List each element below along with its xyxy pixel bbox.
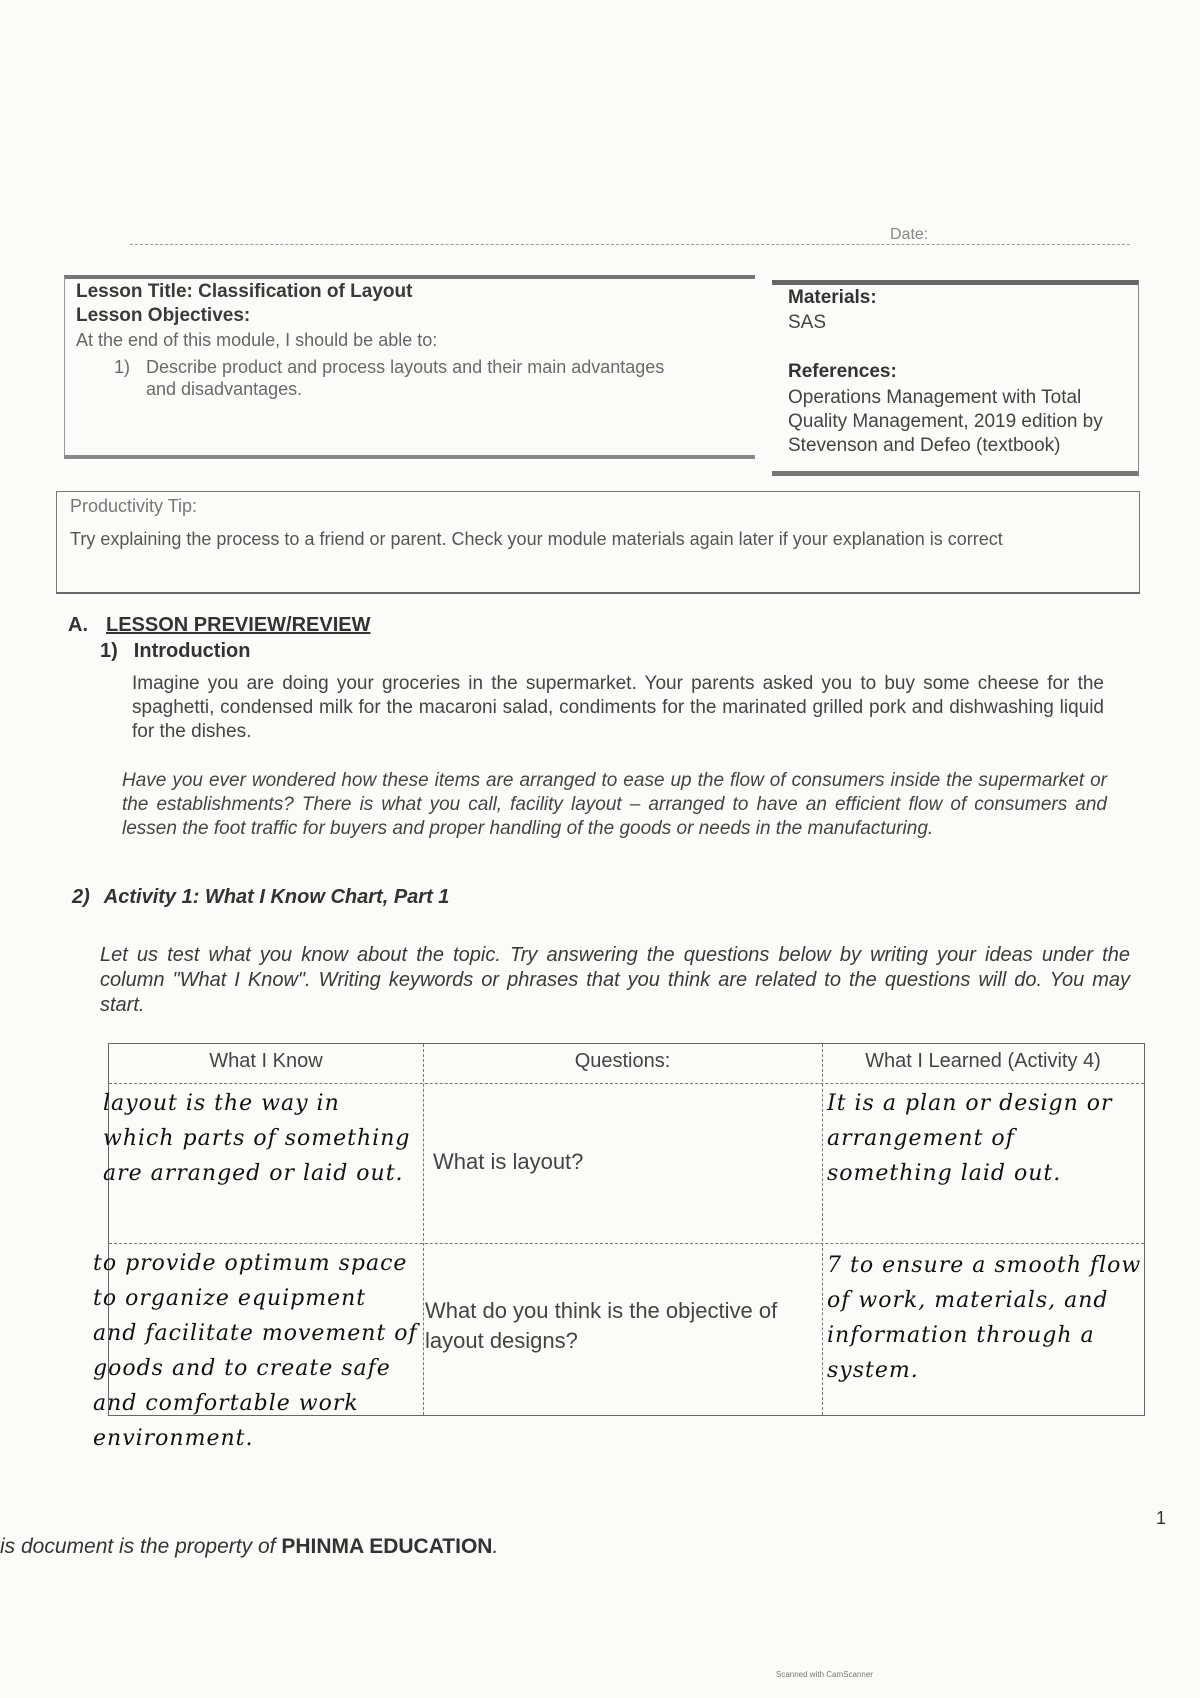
- activity-instructions: Let us test what you know about the topic. Try answering the questions below by writing your ideas under the column "What I Know". Writing keywords or phrases that you think are related to the questions will do. You may start.: [100, 944, 1130, 1016]
- objectives-label: Lesson Objectives:: [76, 305, 251, 326]
- handwritten-know-answer: to provide optimum space to organize equipment and facilitate movement of goods and to create safe and comfortable work environment.: [93, 1251, 418, 1451]
- materials-value: SAS: [788, 312, 827, 333]
- header-questions: Questions:: [574, 1050, 671, 1072]
- handwritten-learned-answer: It is a plan or design or arrangement of something laid out.: [827, 1091, 1113, 1186]
- lesson-title: Lesson Title: Classification of Layout: [76, 281, 413, 302]
- references-value: Operations Management with Total Quality Management, 2019 edition by Stevenson and Defeo (textbook): [788, 387, 1103, 456]
- scanner-watermark: Scanned with CamScanner: [776, 1670, 873, 1679]
- kwl-table: [93, 1043, 1145, 1451]
- objective-text: Describe product and process layouts and their main advantages and disadvantages.: [146, 357, 665, 399]
- intro-number: 1): [100, 640, 118, 662]
- intro-paragraph-1: Imagine you are doing your groceries in the supermarket. Your parents asked you to buy some cheese for the spaghetti, condensed milk for the macaroni salad, condiments for the marinated grilled pork and dishwashing liquid for the dishes.: [132, 673, 1104, 742]
- handwritten-learned-answer: 7 to ensure a smooth flow of work, materials, and information through a system.: [827, 1253, 1142, 1383]
- activity-title: Activity 1: What I Know Chart, Part 1: [103, 886, 450, 908]
- objective-item: [114, 356, 674, 400]
- owner-prefix: is document is the property of: [0, 1535, 282, 1558]
- owner-name: PHINMA EDUCATION: [281, 1535, 493, 1558]
- introduction-heading: [100, 640, 250, 663]
- row-divider: [109, 1243, 1144, 1244]
- column-divider: [822, 1044, 823, 1415]
- objective-number: 1): [114, 357, 131, 377]
- tip-label: Productivity Tip:: [70, 496, 198, 516]
- references-label: References:: [788, 361, 897, 382]
- header-divider: [109, 1083, 1144, 1084]
- column-divider: [423, 1044, 424, 1415]
- ownership-notice: [0, 1535, 498, 1559]
- materials-label: Materials:: [788, 287, 877, 308]
- activity-heading: [72, 886, 449, 909]
- header-what-i-know: What I Know: [209, 1050, 323, 1072]
- question-cell: What do you think is the objective of layout designs?: [425, 1298, 778, 1353]
- activity-number: 2): [72, 886, 90, 908]
- owner-suffix: .: [492, 1535, 499, 1558]
- question-cell: What is layout?: [433, 1149, 584, 1174]
- section-letter: A.: [68, 614, 88, 636]
- header-what-i-learned: What I Learned (Activity 4): [865, 1050, 1101, 1072]
- handwritten-know-answer: layout is the way in which parts of something are arranged or laid out.: [103, 1091, 411, 1186]
- top-divider: [130, 244, 1130, 245]
- intro-paragraph-2: Have you ever wondered how these items are arranged to ease up the flow of consumers inside the supermarket or the establishments? There is what you call, facility layout – arranged to have an efficient flow of consumers and lessen the foot traffic for buyers and proper handling of the goods or needs in the manufacturing.: [122, 770, 1107, 839]
- section-a-heading: [68, 614, 370, 637]
- objectives-intro: At the end of this module, I should be able to:: [76, 330, 438, 350]
- tip-text: Try explaining the process to a friend or parent. Check your module materials again later if your explanation is correct: [70, 529, 1003, 549]
- section-title: LESSON PREVIEW/REVIEW: [106, 614, 371, 636]
- page-number: 1: [1156, 1508, 1167, 1528]
- date-label: Date:: [890, 226, 929, 243]
- intro-title: Introduction: [133, 640, 251, 662]
